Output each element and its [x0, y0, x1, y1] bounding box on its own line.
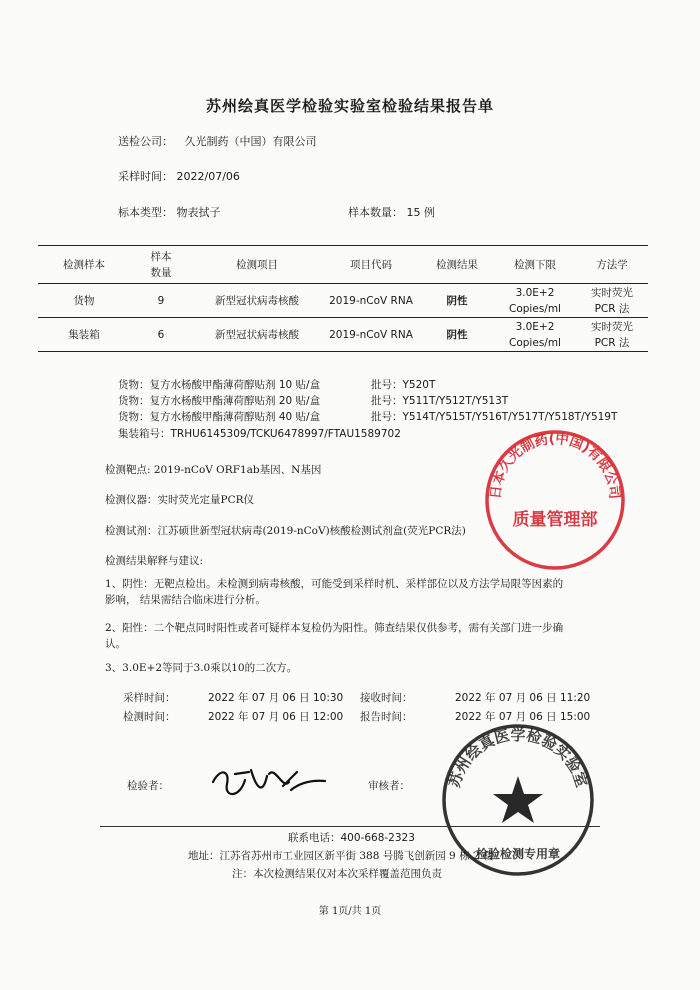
goods-batch: 批号：Y514T/Y515T/Y516T/Y517T/Y518T/Y519T: [371, 411, 618, 423]
test-instrument: 检测仪器：实时荧光定量PCR仪: [105, 494, 255, 506]
seal-ring-text: 苏州绘真医学检验实验室: [445, 725, 591, 790]
cell-sample: 集装箱: [68, 328, 100, 341]
reviewer-label: 审核者：: [368, 780, 410, 792]
collect-time-value: 2022 年 07 月 06 日 10:30: [208, 692, 344, 704]
sample-count-value: 15 例: [406, 206, 435, 219]
header-method: 方法学: [596, 258, 628, 271]
cell-item: 新型冠状病毒核酸: [215, 328, 299, 341]
company-label: 送检公司：: [118, 135, 173, 148]
test-target: 检测靶点: 2019-nCoV ORF1ab基因、N基因: [105, 464, 322, 476]
receive-time-label: 接收时间：: [360, 692, 413, 704]
header-result: 检测结果: [436, 258, 478, 271]
sample-time-row: [118, 168, 240, 184]
goods-label: 货物：复方水杨酸甲酯薄荷醇贴剂 10 贴/盒: [118, 379, 321, 391]
sample-time-value: 2022/07/06: [176, 170, 240, 183]
cell-result: 阴性: [446, 294, 468, 307]
test-time-label: 检测时间：: [123, 711, 176, 723]
goods-batch: 批号：Y511T/Y512T/Y513T: [371, 395, 509, 407]
header-limit: 检测下限: [514, 258, 556, 271]
inspector-label: 检验者：: [127, 780, 169, 792]
cell-count: 6: [157, 328, 165, 341]
stamp-center-text: 质量管理部: [512, 510, 598, 530]
header-count: 样本 数量: [150, 250, 172, 279]
goods-line-2: [118, 393, 509, 408]
company-row: [118, 133, 317, 149]
sample-count-label: 样本数量：: [348, 206, 403, 219]
goods-line-1: [118, 377, 436, 392]
header-sample: 检测样本: [63, 258, 105, 271]
goods-label: 货物：复方水杨酸甲酯薄荷醇贴剂 20 贴/盒: [118, 395, 321, 407]
interpret-title: 检测结果解释与建议:: [105, 555, 204, 567]
quality-department-stamp: [480, 425, 630, 575]
cell-method: 实时荧光 PCR 法: [591, 286, 633, 315]
footer-phone: 联系电话：400-668-2323: [288, 832, 415, 844]
seal-center-text: 检验检测专用章: [475, 847, 561, 861]
inspector-signature: [205, 760, 330, 805]
cell-item: 新型冠状病毒核酸: [215, 294, 299, 307]
collect-time-label: 采样时间：: [123, 692, 176, 704]
goods-line-3: [118, 409, 618, 424]
test-reagent: 检测试剂：江苏硕世新型冠状病毒(2019-nCoV)核酸检测试剂盒(荧光PCR法): [105, 525, 466, 537]
table-row: [38, 284, 648, 318]
test-time-value: 2022 年 07 月 06 日 12:00: [208, 711, 344, 723]
header-item: 检测项目: [236, 258, 278, 271]
cell-code: 2019-nCoV RNA: [329, 328, 413, 341]
receive-time-value: 2022 年 07 月 06 日 11:20: [455, 692, 591, 704]
goods-batch: 批号：Y520T: [371, 379, 436, 391]
stamp-ring-text: 日本久光制药(中国)有限公司: [487, 430, 623, 500]
interpret-line: 影响， 结果需结合临床进行分析。: [105, 594, 266, 606]
footer-note: 注：本次检测结果仅对本次采样覆盖范围负责: [232, 868, 442, 880]
interpret-line: 认。: [105, 638, 126, 650]
table-row: [38, 318, 648, 352]
interpret-line: 1、阴性：无靶点检出。未检测到病毒核酸，可能受到采样时机、采样部位以及方法学局限等因素的: [105, 578, 564, 590]
cell-limit: 3.0E+2 Copies/ml: [509, 320, 561, 349]
interpret-line: 3、3.0E+2等同于3.0乘以10的二次方。: [105, 662, 298, 674]
container-numbers: 集装箱号：TRHU6145309/TCKU6478997/FTAU1589702: [118, 428, 401, 440]
footer-address: 地址：江苏省苏州市工业园区新平街 388 号腾飞创新园 9 栋 2 楼: [188, 850, 494, 862]
sample-time-label: 采样时间：: [118, 170, 173, 183]
sample-type-value: 物表拭子: [176, 206, 221, 219]
footer-divider: [100, 826, 600, 827]
cell-limit: 3.0E+2 Copies/ml: [509, 286, 561, 315]
cell-sample: 货物: [73, 294, 95, 307]
cell-result: 阴性: [446, 328, 468, 341]
cell-method: 实时荧光 PCR 法: [591, 320, 633, 349]
cell-count: 9: [157, 294, 165, 307]
report-title: 苏州绘真医学检验实验室检验结果报告单: [205, 97, 494, 115]
table-header-row: [38, 246, 648, 284]
company-value: 久光制药（中国）有限公司: [184, 135, 317, 148]
sample-type-label: 标本类型：: [118, 206, 173, 219]
results-table: [38, 245, 648, 352]
goods-label: 货物：复方水杨酸甲酯薄荷醇贴剂 40 贴/盒: [118, 411, 321, 423]
interpret-line: 2、阳性：二个靶点同时阳性或者可疑样本复检仍为阳性。筛查结果仅供参考，需有关部门进一步确: [105, 622, 564, 634]
header-code: 项目代码: [350, 258, 392, 271]
star-icon: [493, 776, 543, 823]
report-time-value: 2022 年 07 月 06 日 15:00: [455, 711, 591, 723]
page-number: 第 1页/共 1页: [318, 906, 382, 917]
sample-type-row: [118, 204, 221, 220]
cell-code: 2019-nCoV RNA: [329, 294, 413, 307]
report-time-label: 报告时间：: [360, 711, 413, 723]
sample-count-row: [348, 204, 435, 220]
